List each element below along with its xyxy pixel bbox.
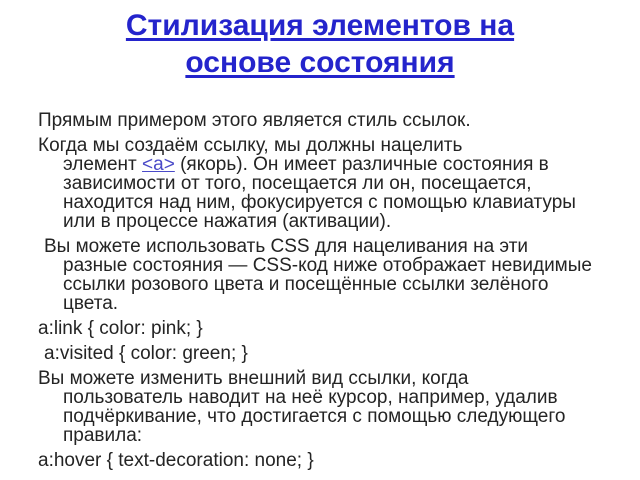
inline-anchor-link[interactable]: <a> [142,154,175,175]
title-line-1: Стилизация элементов на [125,9,515,42]
text-segment: (якорь). Он имеет различные состояния в [174,154,549,175]
code-line-visited [38,344,620,363]
text-line: разные состояния — CSS-код ниже отображает невидимые [63,255,592,276]
text-line: a:hover { text-decoration: none; } [38,450,314,471]
title-line-2: основе состояния [185,46,455,79]
text-line: цвета. [63,293,119,314]
text-line: Вы можете использовать CSS для нацеливания на эти [44,236,529,257]
code-line-hover [38,451,620,470]
text-line: a:visited { color: green; } [44,343,248,364]
text-line: или в процессе нажатия (активации). [63,211,392,232]
slide-body [38,111,620,470]
text-line: зависимости от того, посещается ли он, посещается, [63,173,532,194]
paragraph-css-targeting [38,237,620,313]
text-line: a:link { color: pink; } [38,318,203,339]
text-line: правила: [63,425,143,446]
paragraph-hover-explanation [38,369,620,445]
text-line: подчёркивание, что достигается с помощью следующего [63,406,566,427]
text-line: Прямым примером этого является стиль ссылок. [38,110,471,131]
text-line: пользователь наводит на неё курсор, например, удалив [63,387,558,408]
code-line-link [38,319,620,338]
paragraph-anchor-states [38,136,620,231]
text-line: находится над ним, фокусируется с помощью клавиатуры [63,192,576,213]
text-line: ссылки розового цвета и посещённые ссылки зелёного [63,274,549,295]
text-line: Вы можете изменить внешний вид ссылки, когда [38,368,469,389]
text-line [38,155,620,174]
slide-title [0,7,640,81]
text-line: Когда мы создаём ссылку, мы должны нацелить [38,135,463,156]
text-segment: элемент [63,154,143,175]
paragraph-intro [38,111,620,130]
